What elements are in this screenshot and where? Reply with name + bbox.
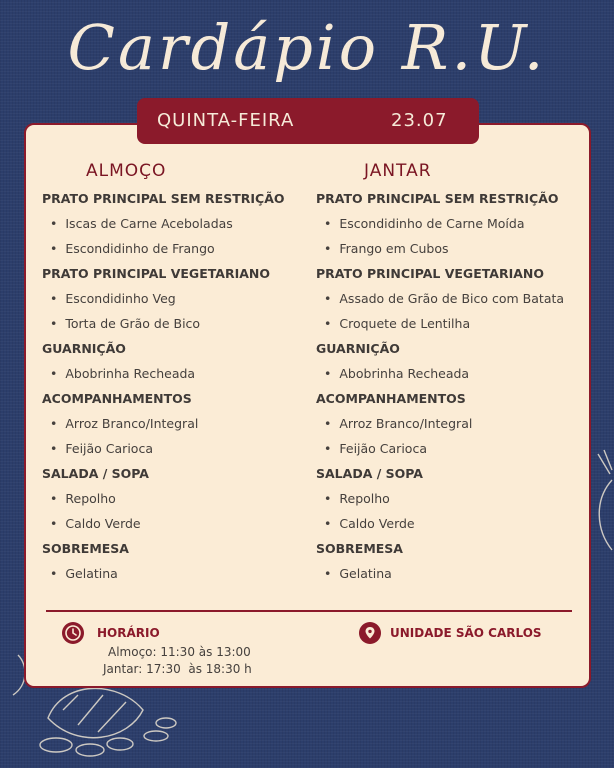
weekday-label: QUINTA-FEIRA <box>157 110 295 131</box>
lunch-hours: Almoço: 11:30 às 13:00 <box>108 645 251 659</box>
lunch-menu-item: • Abobrinha Recheada <box>42 361 312 386</box>
lunch-title: ALMOÇO <box>86 161 167 181</box>
lunch-menu-item: • Escondidinho Veg <box>42 286 312 311</box>
dinner-menu-item: • Escondidinho de Carne Moída <box>316 211 586 236</box>
dinner-section-heading: ACOMPANHAMENTOS <box>316 391 466 406</box>
lunch-menu-item: • Feijão Carioca <box>42 436 312 461</box>
lunch-section-heading: ACOMPANHAMENTOS <box>42 391 192 406</box>
dinner-section-heading: GUARNIÇÃO <box>316 341 400 356</box>
lunch-section-heading: PRATO PRINCIPAL VEGETARIANO <box>42 266 271 281</box>
lunch-section-heading: GUARNIÇÃO <box>42 341 126 356</box>
lunch-menu-item: • Escondidinho de Frango <box>42 236 312 261</box>
dinner-section-heading: SOBREMESA <box>316 541 403 556</box>
dinner-menu-item: • Caldo Verde <box>316 511 586 536</box>
dinner-menu-item: • Repolho <box>316 486 586 511</box>
dinner-menu-item: • Assado de Grão de Bico com Batata <box>316 286 586 311</box>
lunch-menu-item: • Repolho <box>42 486 312 511</box>
lunch-column <box>42 160 312 586</box>
dinner-section-heading: PRATO PRINCIPAL VEGETARIANO <box>316 266 545 281</box>
footer-divider <box>46 610 572 612</box>
lunch-menu-item: • Torta de Grão de Bico <box>42 311 312 336</box>
page-title: Cardápio R.U. <box>67 11 547 84</box>
dinner-column <box>316 160 586 586</box>
location-label: UNIDADE SÃO CARLOS <box>390 626 542 640</box>
location-pin-icon <box>359 622 381 644</box>
dinner-menu-item: • Feijão Carioca <box>316 436 586 461</box>
clock-icon <box>62 622 84 644</box>
dinner-hours: Jantar: 17:30 às 18:30 h <box>103 662 252 676</box>
dinner-section-heading: SALADA / SOPA <box>316 466 423 481</box>
lunch-menu-item: • Gelatina <box>42 561 312 586</box>
hours-label: HORÁRIO <box>97 626 160 640</box>
lunch-section-heading: SALADA / SOPA <box>42 466 149 481</box>
dinner-menu-item: • Arroz Branco/Integral <box>316 411 586 436</box>
dinner-menu-item: • Croquete de Lentilha <box>316 311 586 336</box>
dinner-menu-item: • Abobrinha Recheada <box>316 361 586 386</box>
day-banner <box>137 98 479 144</box>
lunch-section-heading: SOBREMESA <box>42 541 129 556</box>
date-label: 23.07 <box>391 110 448 131</box>
lunch-menu-item: • Caldo Verde <box>42 511 312 536</box>
dinner-menu-item: • Gelatina <box>316 561 586 586</box>
dinner-title: JANTAR <box>364 161 432 181</box>
lunch-menu-item: • Arroz Branco/Integral <box>42 411 312 436</box>
lunch-menu-item: • Iscas de Carne Aceboladas <box>42 211 312 236</box>
dinner-section-heading: PRATO PRINCIPAL SEM RESTRIÇÃO <box>316 191 559 206</box>
dinner-menu-item: • Frango em Cubos <box>316 236 586 261</box>
lunch-section-heading: PRATO PRINCIPAL SEM RESTRIÇÃO <box>42 191 285 206</box>
